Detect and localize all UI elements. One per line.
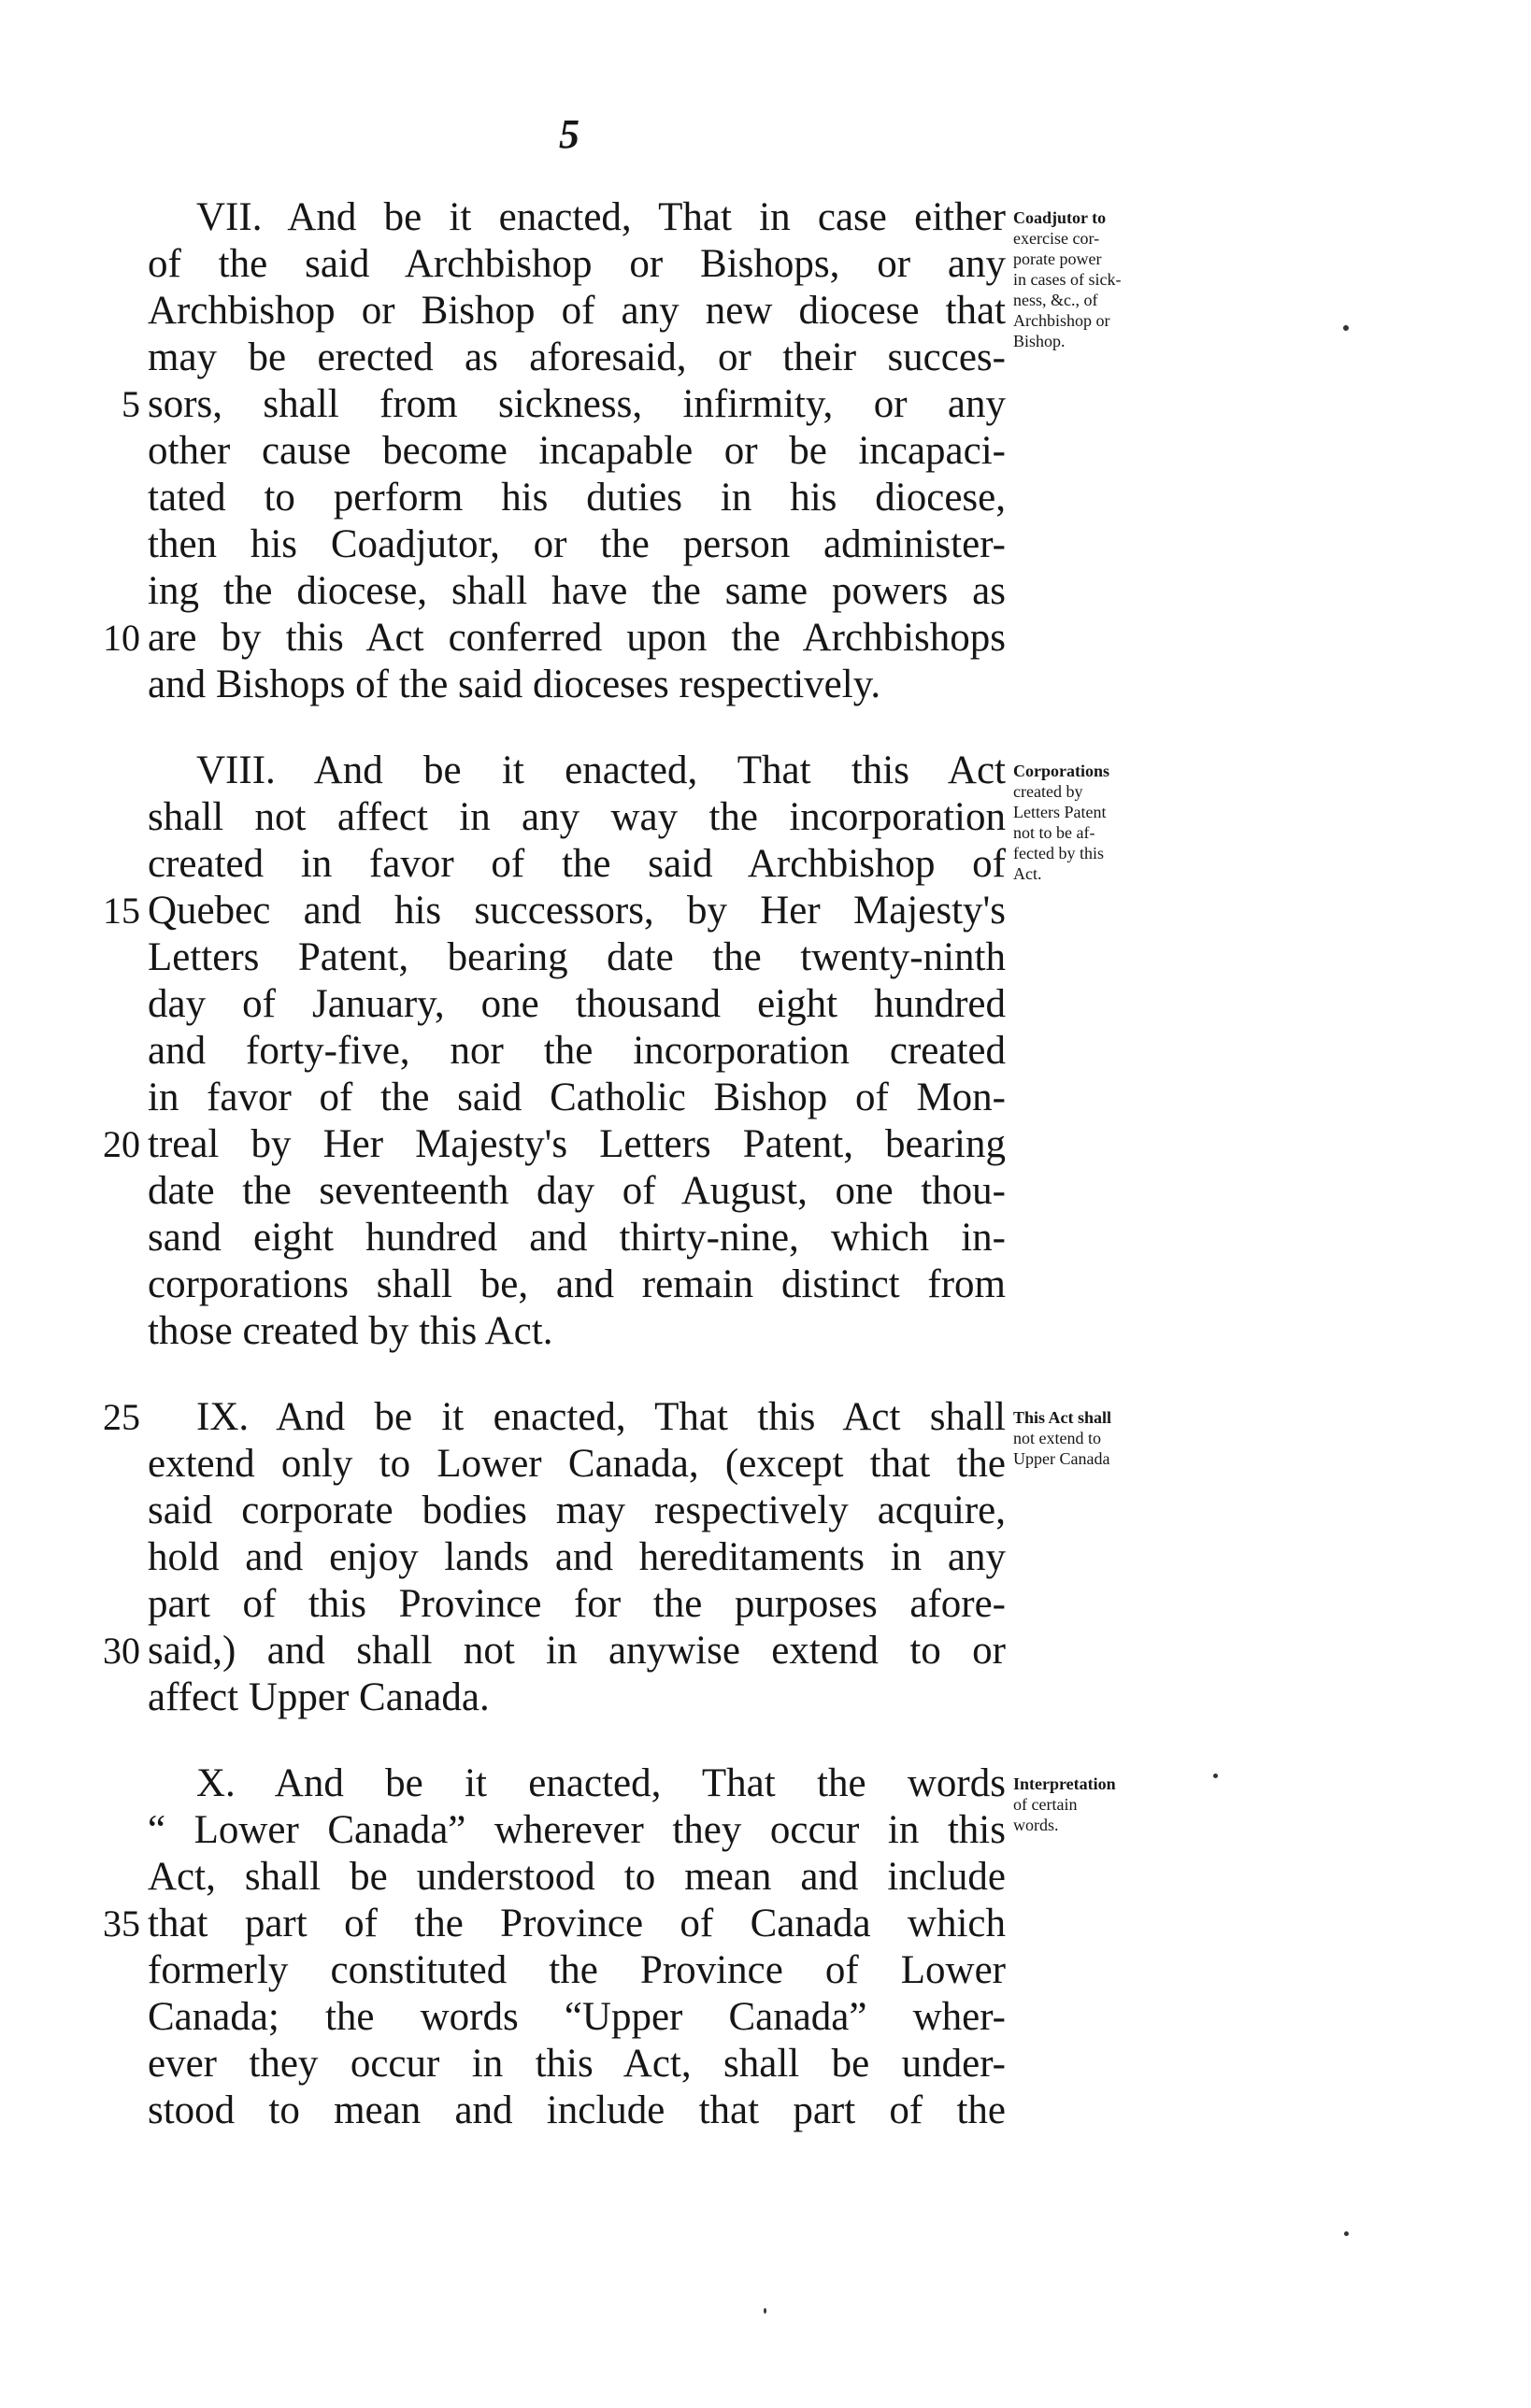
line-number: 25 <box>103 1396 140 1438</box>
text-line: ing the diocese, shall have the same powers as <box>148 569 1006 613</box>
margin-note-line: of certain <box>1013 1795 1078 1814</box>
text-line: Letters Patent, bearing date the twenty-ninth <box>148 935 1006 979</box>
text-line: corporations shall be, and remain distinct from <box>148 1262 1006 1306</box>
text-line: extend only to Lower Canada, (except that the <box>148 1442 1006 1486</box>
margin-note-line: Archbishop or <box>1013 311 1110 330</box>
text-line: said,) and shall not in anywise extend to or <box>148 1629 1006 1673</box>
margin-note-line: in cases of sick- <box>1013 270 1122 289</box>
text-line: day of January, one thousand eight hundred <box>148 982 1006 1026</box>
margin-note-corporations <box>1013 761 1200 884</box>
margin-note-line: Interpretation <box>1013 1774 1116 1793</box>
margin-note-line: Bishop. <box>1013 332 1066 350</box>
text-line: VII. And be it enacted, That in case either <box>196 195 1006 239</box>
text-line: may be erected as aforesaid, or their succes- <box>148 335 1006 379</box>
line-number: 5 <box>122 383 140 425</box>
line-number: 30 <box>103 1630 140 1672</box>
text-line: those created by this Act. <box>148 1309 553 1353</box>
text-line: Canada; the words “Upper Canada” wher- <box>148 1995 1006 2039</box>
text-line: ever they occur in this Act, shall be under- <box>148 2042 1006 2086</box>
text-line: IX. And be it enacted, That this Act shall <box>196 1395 1006 1439</box>
text-line: other cause become incapable or be incapaci- <box>148 429 1006 473</box>
text-line: Quebec and his successors, by Her Majesty's <box>148 889 1006 933</box>
text-line: are by this Act conferred upon the Archbishops <box>148 616 1006 660</box>
text-line: X. And be it enacted, That the words <box>196 1761 1006 1805</box>
text-line: treal by Her Majesty's Letters Patent, bearing <box>148 1122 1006 1166</box>
text-line: affect Upper Canada. <box>148 1675 490 1719</box>
line-number: 35 <box>103 1902 140 1945</box>
margin-note-line: created by <box>1013 782 1083 801</box>
text-line: stood to mean and include that part of the <box>148 2088 1006 2132</box>
text-line: in favor of the said Catholic Bishop of Mon- <box>148 1076 1006 1119</box>
scan-speck <box>1343 325 1349 331</box>
text-line: VIII. And be it enacted, That this Act <box>196 748 1006 792</box>
text-line: “ Lower Canada” wherever they occur in this <box>148 1808 1006 1852</box>
margin-note-line: Coadjutor to <box>1013 208 1107 227</box>
margin-note-line: Act. <box>1013 864 1042 883</box>
margin-note-line: porate power <box>1013 249 1102 268</box>
text-line: that part of the Province of Canada which <box>148 1902 1006 1945</box>
text-line: shall not affect in any way the incorporation <box>148 795 1006 839</box>
margin-note-upper-canada <box>1013 1407 1200 1469</box>
page-number: 5 <box>559 111 579 157</box>
scan-speck <box>1213 1774 1218 1778</box>
text-line: sors, shall from sickness, infirmity, or any <box>148 382 1006 426</box>
scan-speck <box>764 2308 766 2314</box>
text-line: sand eight hundred and thirty-nine, which in- <box>148 1216 1006 1260</box>
margin-note-line: words. <box>1013 1816 1059 1834</box>
text-line: said corporate bodies may respectively acquire, <box>148 1489 1006 1532</box>
text-line: hold and enjoy lands and hereditaments in any <box>148 1535 1006 1579</box>
margin-note-line: Upper Canada <box>1013 1449 1110 1468</box>
text-line: and forty-five, nor the incorporation created <box>148 1029 1006 1073</box>
text-line: of the said Archbishop or Bishops, or any <box>148 242 1006 286</box>
line-number: 20 <box>103 1123 140 1165</box>
text-line: tated to perform his duties in his diocese, <box>148 476 1006 520</box>
margin-note-line: Letters Patent <box>1013 803 1107 821</box>
text-line: part of this Province for the purposes afore- <box>148 1582 1006 1626</box>
text-line: Archbishop or Bishop of any new diocese that <box>148 289 1006 333</box>
line-number: 10 <box>103 617 140 659</box>
text-line: and Bishops of the said dioceses respectively. <box>148 663 881 706</box>
text-line: created in favor of the said Archbishop of <box>148 842 1006 886</box>
line-number: 15 <box>103 890 140 932</box>
margin-note-line: This Act shall <box>1013 1408 1112 1427</box>
text-line: date the seventeenth day of August, one thou- <box>148 1169 1006 1213</box>
margin-note-coadjutor <box>1013 207 1200 351</box>
margin-note-line: not to be af- <box>1013 823 1095 842</box>
margin-note-line: exercise cor- <box>1013 229 1100 248</box>
text-line: then his Coadjutor, or the person administer- <box>148 522 1006 566</box>
margin-note-line: Corporations <box>1013 762 1109 780</box>
margin-note-line: fected by this <box>1013 844 1104 862</box>
margin-note-line: not extend to <box>1013 1429 1101 1447</box>
margin-note-interpretation <box>1013 1774 1200 1835</box>
text-line: Act, shall be understood to mean and include <box>148 1855 1006 1899</box>
margin-note-line: ness, &c., of <box>1013 291 1098 309</box>
scan-speck <box>1344 2231 1349 2236</box>
text-line: formerly constituted the Province of Lower <box>148 1948 1006 1992</box>
